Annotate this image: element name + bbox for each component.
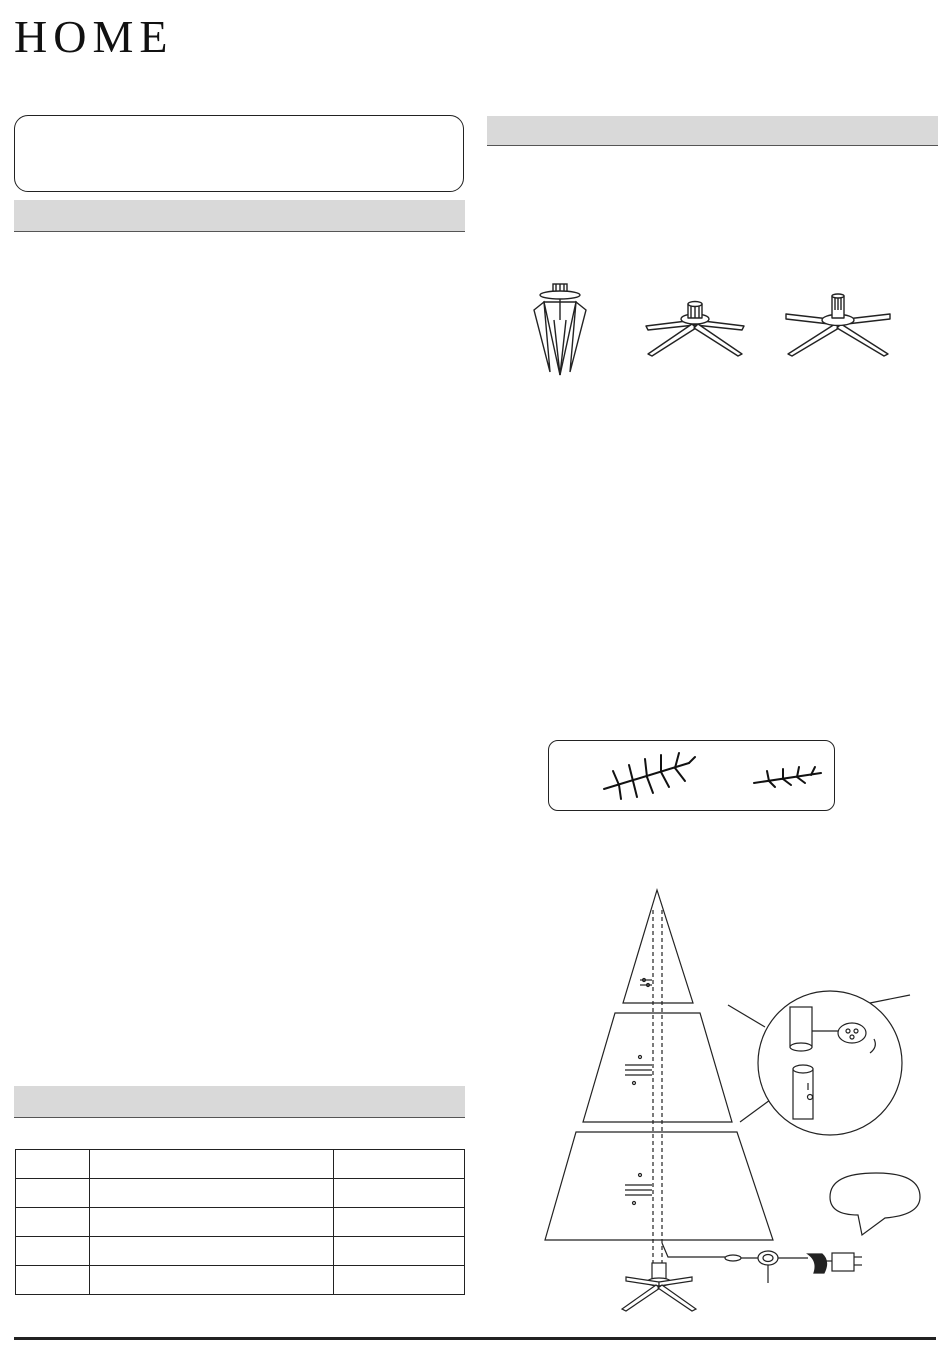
four-leg-stand-wide-icon (782, 290, 894, 362)
table-cell (16, 1208, 90, 1237)
wire-connector-icon (640, 979, 652, 987)
table-row (16, 1237, 465, 1266)
section-header-bar (487, 116, 938, 146)
four-leg-stand-icon (640, 292, 750, 362)
table-row (16, 1179, 465, 1208)
table-cell (90, 1237, 334, 1266)
brand-logo: HOME (14, 11, 174, 62)
section-header-bar (14, 200, 465, 232)
tree-base-stand-icon (622, 1263, 696, 1311)
parts-table (15, 1149, 465, 1295)
footer-rule (14, 1337, 936, 1340)
table-row (16, 1266, 465, 1295)
full-branch-icon (604, 753, 695, 799)
table-cell (16, 1179, 90, 1208)
table-cell (334, 1179, 465, 1208)
callout-bubble (830, 1173, 920, 1235)
table-cell (16, 1237, 90, 1266)
tree-bottom-section (545, 1132, 773, 1240)
table-cell (334, 1150, 465, 1179)
table-cell (334, 1237, 465, 1266)
table-cell (334, 1266, 465, 1295)
table-cell (16, 1150, 90, 1179)
wire-connector-icon (625, 1174, 652, 1205)
branch-icons (549, 741, 834, 810)
table-row (16, 1208, 465, 1237)
pole-connection-zoom (758, 991, 902, 1135)
branch-illustration-box (548, 740, 835, 811)
stake-stand-icon (520, 280, 600, 380)
table-row (16, 1150, 465, 1179)
table-cell (90, 1179, 334, 1208)
tree-assembly-diagram (540, 885, 940, 1325)
wire-connector-icon (625, 1056, 652, 1085)
notice-box (14, 115, 464, 192)
tree-middle-section (583, 1013, 732, 1122)
small-branch-icon (754, 767, 821, 787)
table-cell (90, 1208, 334, 1237)
table-cell (16, 1266, 90, 1295)
table-cell (334, 1208, 465, 1237)
tree-top-section (623, 890, 693, 1003)
section-header-bar (14, 1086, 465, 1118)
table-cell (90, 1150, 334, 1179)
table-cell (90, 1266, 334, 1295)
